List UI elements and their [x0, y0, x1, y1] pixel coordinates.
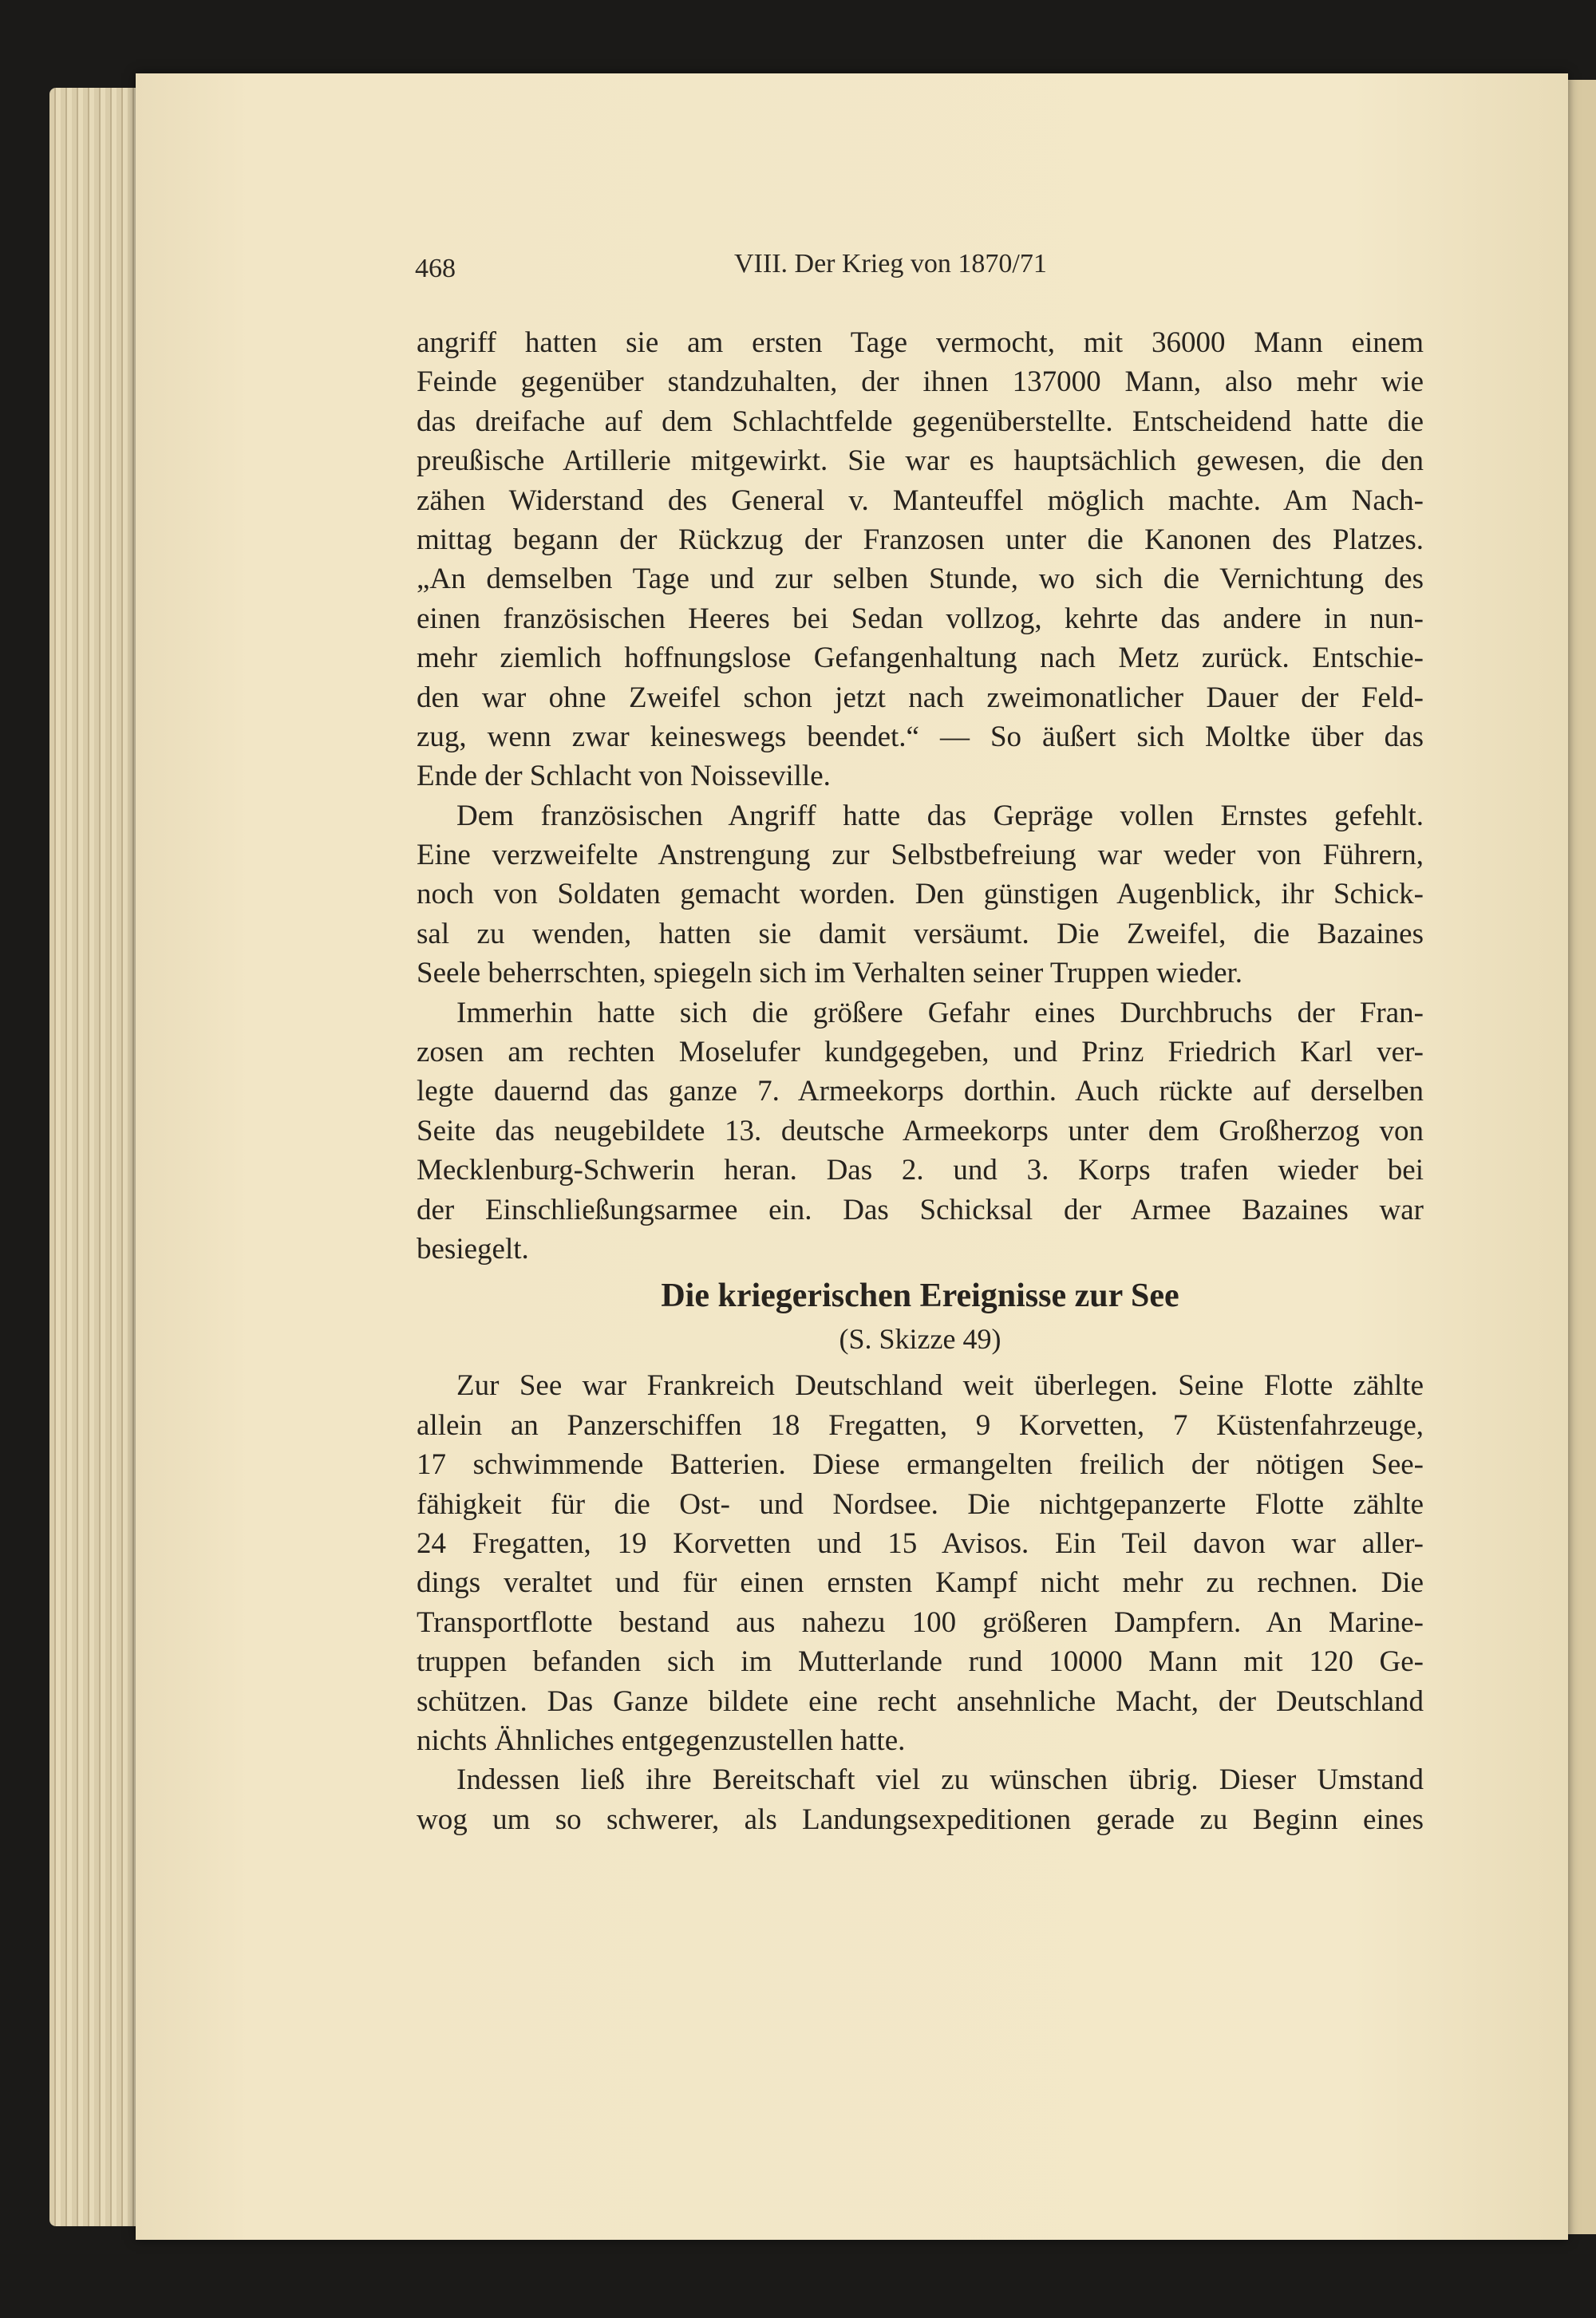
paragraph — [417, 323, 1424, 796]
text-line: Ende der Schlacht von Noisseville. — [417, 760, 831, 793]
paragraphs-after — [417, 1366, 1424, 1839]
text-line: „An demselben Tage und zur selben Stunde, wo sich die Vernichtung des — [417, 563, 1424, 596]
text-line: allein an Panzerschiffen 18 Fregatten, 9 Korvetten, 7 Küstenfahrzeuge, — [417, 1408, 1424, 1442]
text-line: Eine verzweifelte Anstrengung zur Selbstbefreiung war weder von Führern, — [417, 839, 1424, 872]
paragraph — [417, 796, 1424, 993]
text-line: Zur See war Frankreich Deutschland weit überlegen. Seine Flotte zählte — [456, 1369, 1424, 1403]
text-line: Immerhin hatte sich die größere Gefahr eines Durchbruchs der Fran- — [456, 996, 1424, 1029]
text-line: sal zu wenden, hatten sie damit versäumt. Die Zweifel, die Bazaines — [417, 917, 1424, 950]
page-number: 468 — [415, 254, 456, 283]
paragraph — [417, 1366, 1424, 1760]
page-body — [417, 323, 1424, 1839]
text-line: zosen am rechten Moselufer kundgegeben, und Prinz Friedrich Karl ver- — [417, 1036, 1424, 1069]
text-line: noch von Soldaten gemacht worden. Den günstigen Augenblick, ihr Schick- — [417, 878, 1424, 911]
text-line: dings veraltet und für einen ernsten Kampf nicht mehr zu rechnen. Die — [417, 1566, 1424, 1600]
text-line: Mecklenburg-Schwerin heran. Das 2. und 3. Korps trafen wieder bei — [417, 1154, 1424, 1187]
facing-page-edge — [1568, 80, 1596, 2234]
text-line: mehr ziemlich hoffnungslose Gefangenhaltung nach Metz zurück. Entschie- — [417, 642, 1424, 675]
text-line: preußische Artillerie mitgewirkt. Sie war es hauptsächlich gewesen, die den — [417, 444, 1424, 478]
paragraph — [417, 993, 1424, 1270]
text-line: zähen Widerstand des General v. Manteuffel möglich machte. Am Nach- — [417, 484, 1424, 517]
text-line: fähigkeit für die Ost- und Nordsee. Die nichtgepanzerte Flotte zählte — [417, 1487, 1424, 1521]
text-line: den war ohne Zweifel schon jetzt nach zweimonatlicher Dauer der Feld- — [417, 681, 1424, 714]
section-heading: Die kriegerischen Ereignisse zur See — [661, 1277, 1179, 1315]
section-subheading: (S. Skizze 49) — [839, 1323, 1001, 1356]
text-line: Feinde gegenüber standzuhalten, der ihnen 137000 Mann, also mehr wie — [417, 365, 1424, 399]
text-line: zug, wenn zwar keineswegs beendet.“ — So äußert sich Moltke über das — [417, 720, 1424, 753]
paragraphs-before — [417, 323, 1424, 1269]
text-line: Indessen ließ ihre Bereitschaft viel zu wünschen übrig. Dieser Umstand — [456, 1763, 1424, 1797]
text-line: 24 Fregatten, 19 Korvetten und 15 Avisos. Ein Teil davon war aller- — [417, 1526, 1424, 1560]
text-line: schützen. Das Ganze bildete eine recht ansehnliche Macht, der Deutschland — [417, 1684, 1424, 1718]
paragraph — [417, 1760, 1424, 1839]
text-line: Dem französischen Angriff hatte das Gepräge vollen Ernstes gefehlt. — [456, 799, 1424, 832]
running-header — [415, 249, 1422, 294]
text-line: legte dauernd das ganze 7. Armeekorps dorthin. Auch rückte auf derselben — [417, 1075, 1424, 1108]
text-line: der Einschließungsarmee ein. Das Schicksal der Armee Bazaines war — [417, 1193, 1424, 1226]
running-title: VIII. Der Krieg von 1870/71 — [734, 249, 1047, 278]
text-line: besiegelt. — [417, 1232, 529, 1266]
text-line: wog um so schwerer, als Landungsexpeditionen gerade zu Beginn eines — [417, 1803, 1424, 1836]
text-line: Transportflotte bestand aus nahezu 100 größeren Dampfern. An Marine- — [417, 1605, 1424, 1639]
text-line: nichts Ähnliches entgegenzustellen hatte. — [417, 1724, 906, 1757]
text-line: Seite das neugebildete 13. deutsche Armeekorps unter dem Großherzog von — [417, 1114, 1424, 1147]
text-line: mittag begann der Rückzug der Franzosen unter die Kanonen des Platzes. — [417, 523, 1424, 556]
text-line: einen französischen Heeres bei Sedan vollzog, kehrte das andere in nun- — [417, 602, 1424, 635]
text-line: Seele beherrschten, spiegeln sich im Verhalten seiner Truppen wieder. — [417, 957, 1243, 990]
text-line: das dreifache auf dem Schlachtfelde gegenüberstellte. Entscheidend hatte die — [417, 405, 1424, 438]
text-line: 17 schwimmende Batterien. Diese ermangelten freilich der nötigen See- — [417, 1448, 1424, 1482]
text-line: truppen befanden sich im Mutterlande rund 10000 Mann mit 120 Ge- — [417, 1645, 1424, 1679]
text-line: angriff hatten sie am ersten Tage vermocht, mit 36000 Mann einem — [417, 326, 1424, 359]
